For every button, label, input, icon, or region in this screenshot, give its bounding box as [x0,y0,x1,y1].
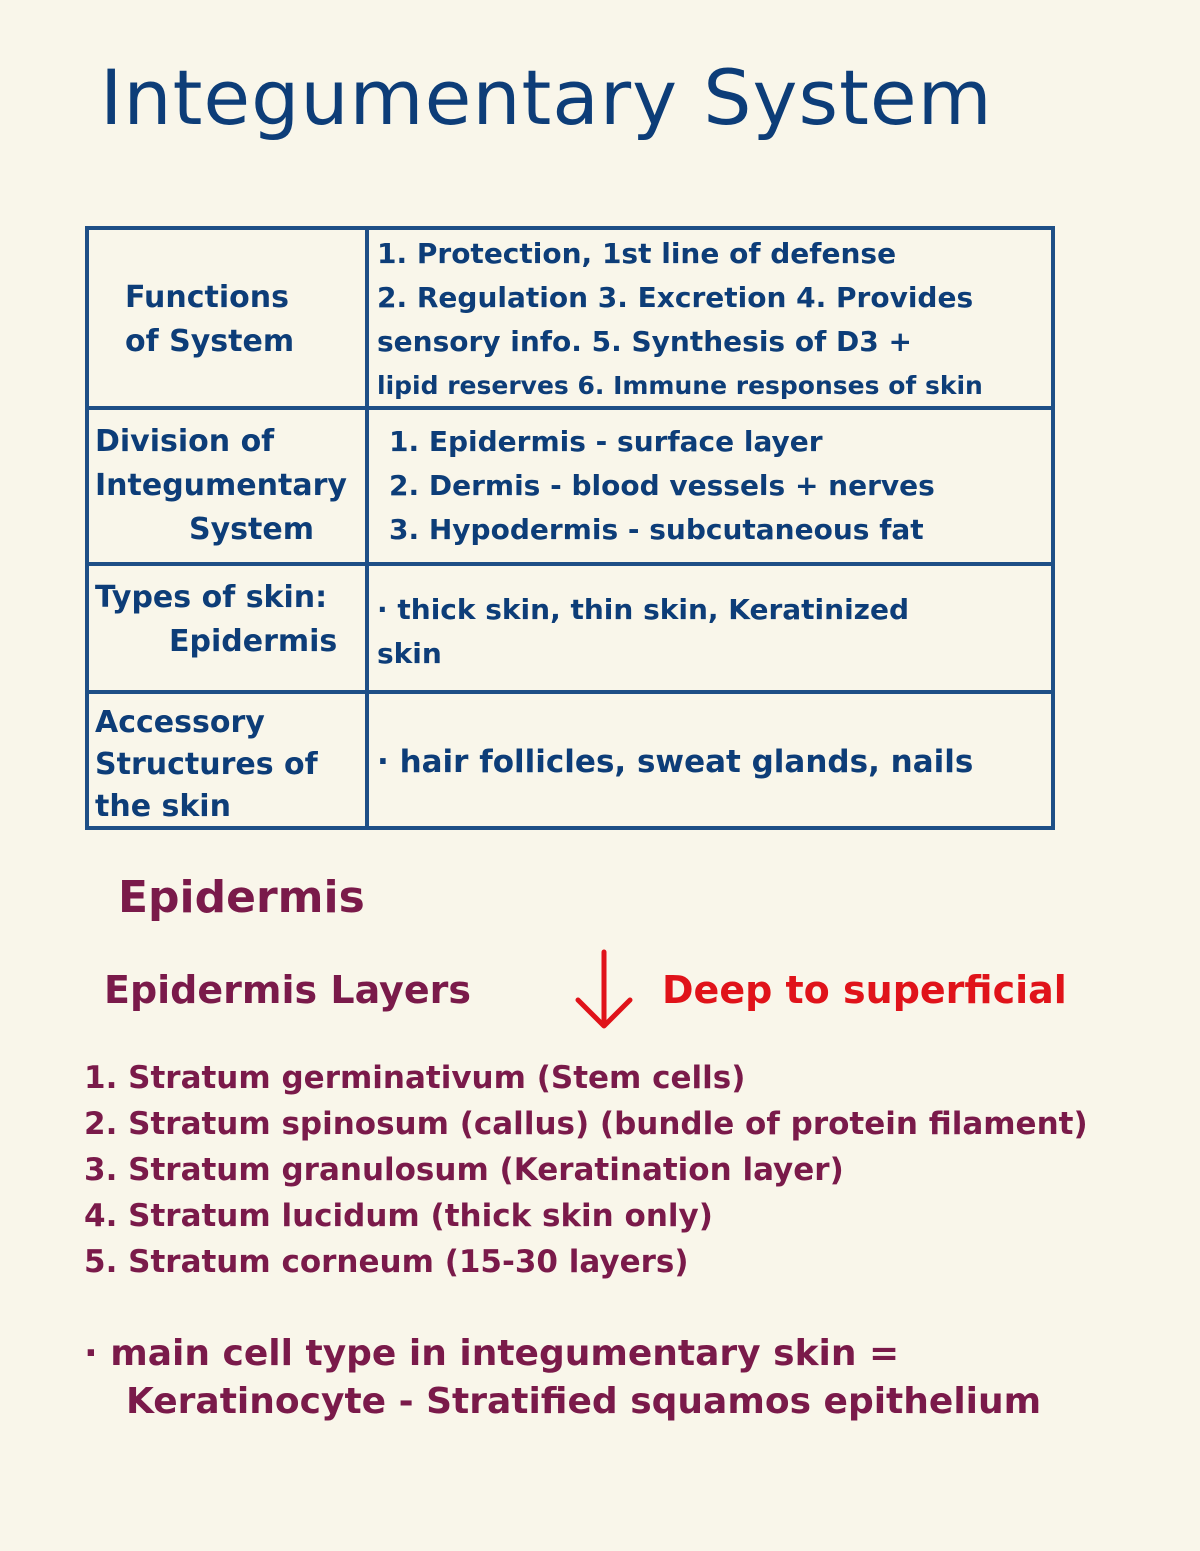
table-label-line: Integumentary [95,468,347,503]
table-row-content-division [389,420,1061,552]
table-content-line: 1. Protection, 1st line of defense [377,237,897,270]
table-row-content-functions [377,232,1049,408]
table-row-label-division [95,420,359,552]
table-label-line: Epidermis [169,624,338,659]
list-item: 3. Stratum granulosum (Keratination layer) [84,1152,844,1188]
table-content-line: 1. Epidermis - surface layer [389,425,823,458]
table-row-divider [89,562,1051,566]
list-item: 1. Stratum germinativum (Stem cells) [84,1060,746,1096]
table-row-content-accessory [377,740,1049,784]
table-label-line: the skin [95,789,231,824]
table-row-content-skin-types [377,588,1049,676]
table-label-line: Accessory [95,705,265,740]
page-title: Integumentary System [100,53,993,142]
table-label-line: Functions [125,280,289,315]
list-item: 2. Stratum spinosum (callus) (bundle of protein filament) [84,1106,1088,1142]
direction-annotation: Deep to superficial [662,968,1067,1012]
table-content-line: sensory info. 5. Synthesis of D3 + [377,325,912,358]
table-content-line: 2. Regulation 3. Excretion 4. Provides [377,281,974,314]
table-row-divider [89,690,1051,694]
table-row-label-functions [95,276,389,364]
table-content-line: · hair follicles, sweat glands, nails [377,744,974,780]
table-content-line: 2. Dermis - blood vessels + nerves [389,469,935,502]
down-arrow-icon [572,948,636,1030]
section-heading: Epidermis [118,872,365,923]
cell-type-note [84,1330,1144,1426]
list-item: 5. Stratum corneum (15-30 layers) [84,1244,689,1280]
table-content-line: skin [377,637,442,670]
table-content-line: lipid reserves 6. Immune responses of skin [377,371,983,400]
table-label-line: System [189,512,314,547]
overview-table [85,226,1055,830]
table-content-line: · thick skin, thin skin, Keratinized [377,593,910,626]
table-label-line: of System [125,324,295,359]
layers-list [84,1055,1164,1285]
table-row-label-skin-types [95,576,359,664]
table-label-line: Types of skin: [95,580,328,615]
list-item: 4. Stratum lucidum (thick skin only) [84,1198,713,1234]
table-label-line: Division of [95,424,275,459]
section-subheading: Epidermis Layers [104,968,471,1012]
table-label-line: Structures of [95,747,318,782]
note-line: · main cell type in integumentary skin = [84,1333,900,1374]
note-line: Keratinocyte - Stratified squamos epithelium [126,1381,1042,1422]
table-row-label-accessory [95,702,359,828]
table-content-line: 3. Hypodermis - subcutaneous fat [389,513,924,546]
